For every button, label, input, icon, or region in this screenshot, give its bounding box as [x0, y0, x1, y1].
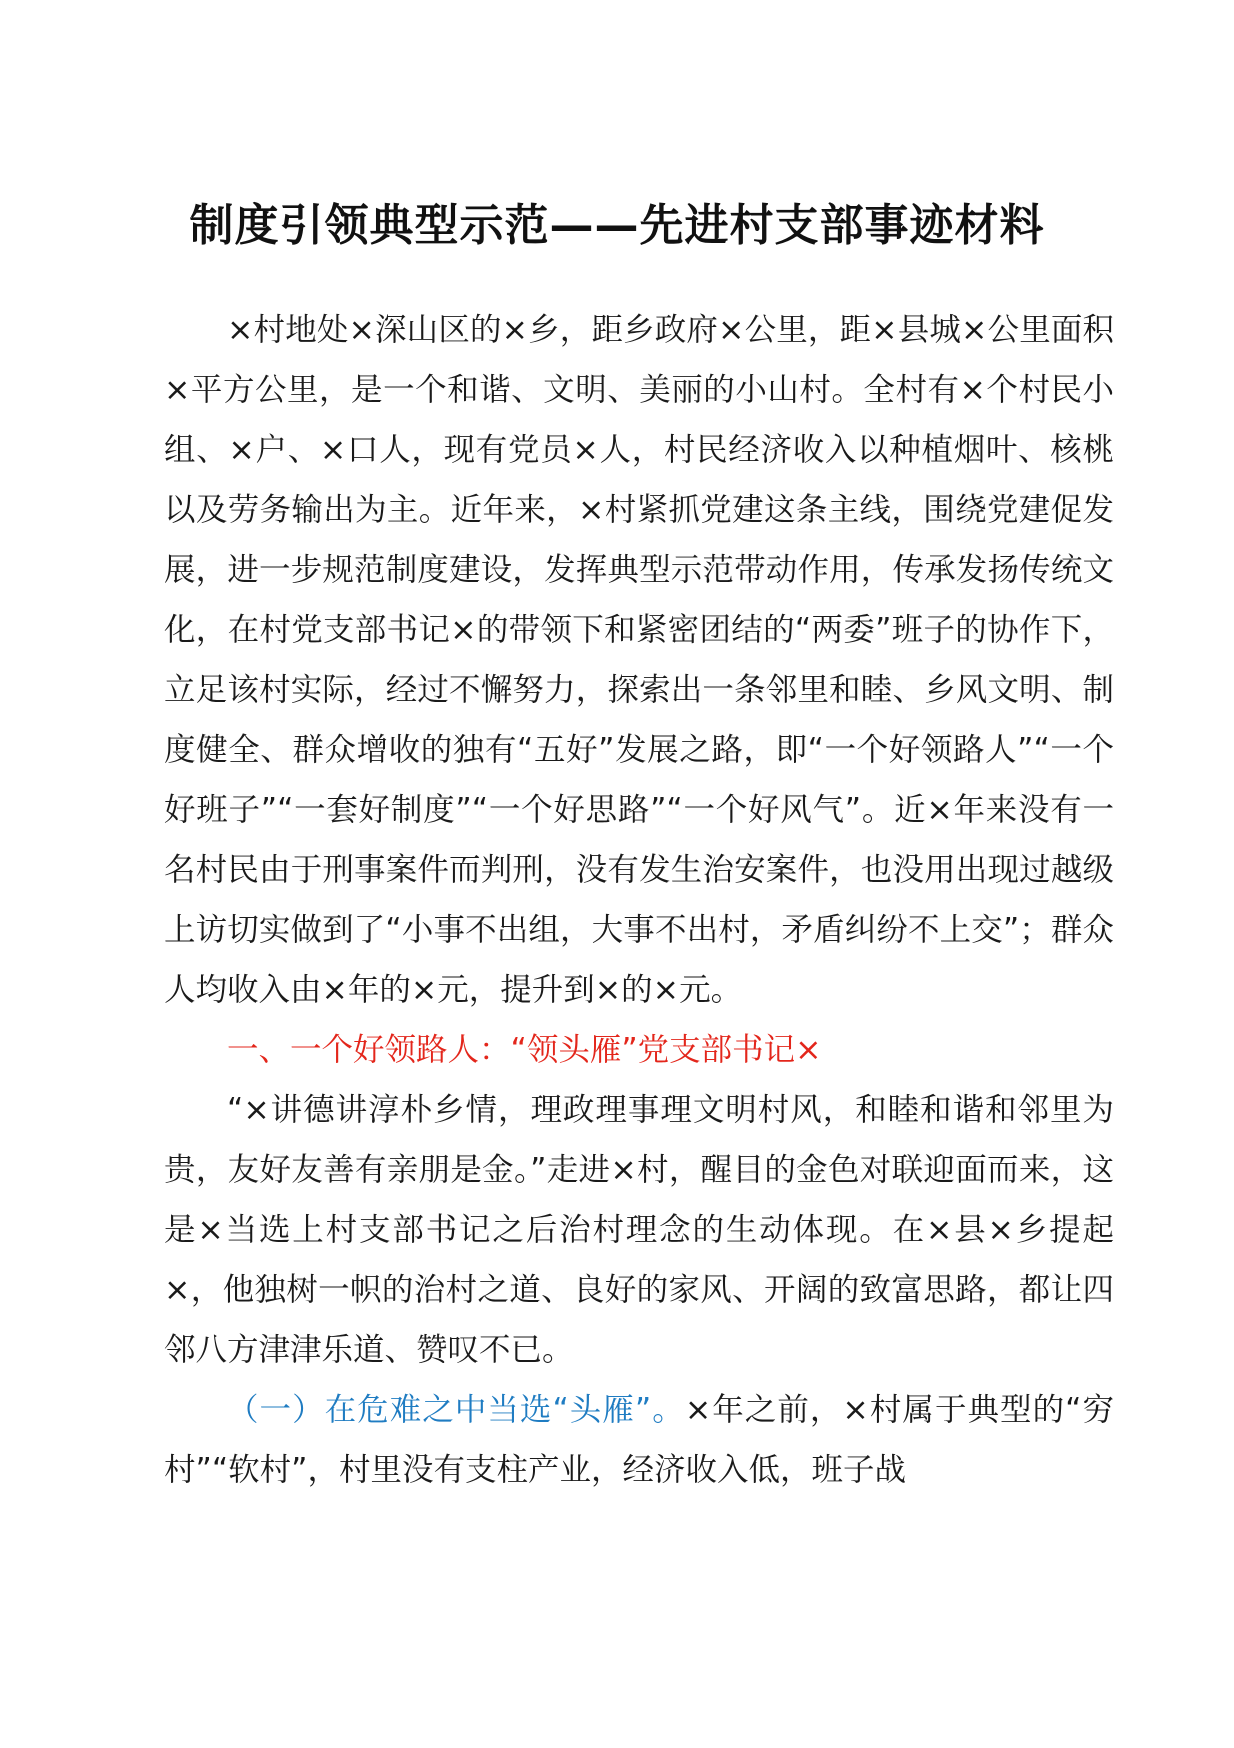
subsection-text: ×年之前，×村属于典型的“穷村”“软村”，村里没有支柱产业，经济收入低，班子战 — [164, 1392, 1115, 1488]
subsection-heading: （一）在危难之中当选“头雁”。 — [227, 1392, 685, 1428]
document-title: 制度引领典型示范——先进村支部事迹材料 — [189, 200, 1045, 251]
document-body — [164, 300, 1114, 1500]
subsection-paragraph — [164, 1380, 1114, 1500]
section-heading: 一、一个好领路人：“领头雁”党支部书记× — [227, 1032, 822, 1068]
body-paragraph: “×讲德讲淳朴乡情，理政理事理文明村风，和睦和谐和邻里为贵，友好友善有亲朋是金。”走进×村，醒目的金色对联迎面而来，这是×当选上村支部书记之后治村理念的生动体现。在×县×乡提起×，他独树一帜的治村之道、良好的家风、开阔的致富思路，都让四邻八方津津乐道、赞叹不已。 — [164, 1092, 1114, 1368]
intro-paragraph: ×村地处×深山区的×乡，距乡政府×公里，距×县城×公里面积×平方公里，是一个和谐、文明、美丽的小山村。全村有×个村民小组、×户、×口人，现有党员×人，村民经济收入以种植烟叶、核桃以及劳务输出为主。近年来，×村紧抓党建这条主线，围绕党建促发展，进一步规范制度建设，发挥典型示范带动作用，传承发扬传统文化，在村党支部书记×的带领下和紧密团结的“两委”班子的协作下，立足该村实际，经过不懈努力，探索出一条邻里和睦、乡风文明、制度健全、群众增收的独有“五好”发展之路，即“一个好领路人”“一个好班子”“一套好制度”“一个好思路”“一个好风气”。近×年来没有一名村民由于刑事案件而判刑，没有发生治安案件，也没用出现过越级上访切实做到了“小事不出组，大事不出村，矛盾纠纷不上交”；群众人均收入由×年的×元，提升到×的×元。 — [164, 312, 1114, 1008]
